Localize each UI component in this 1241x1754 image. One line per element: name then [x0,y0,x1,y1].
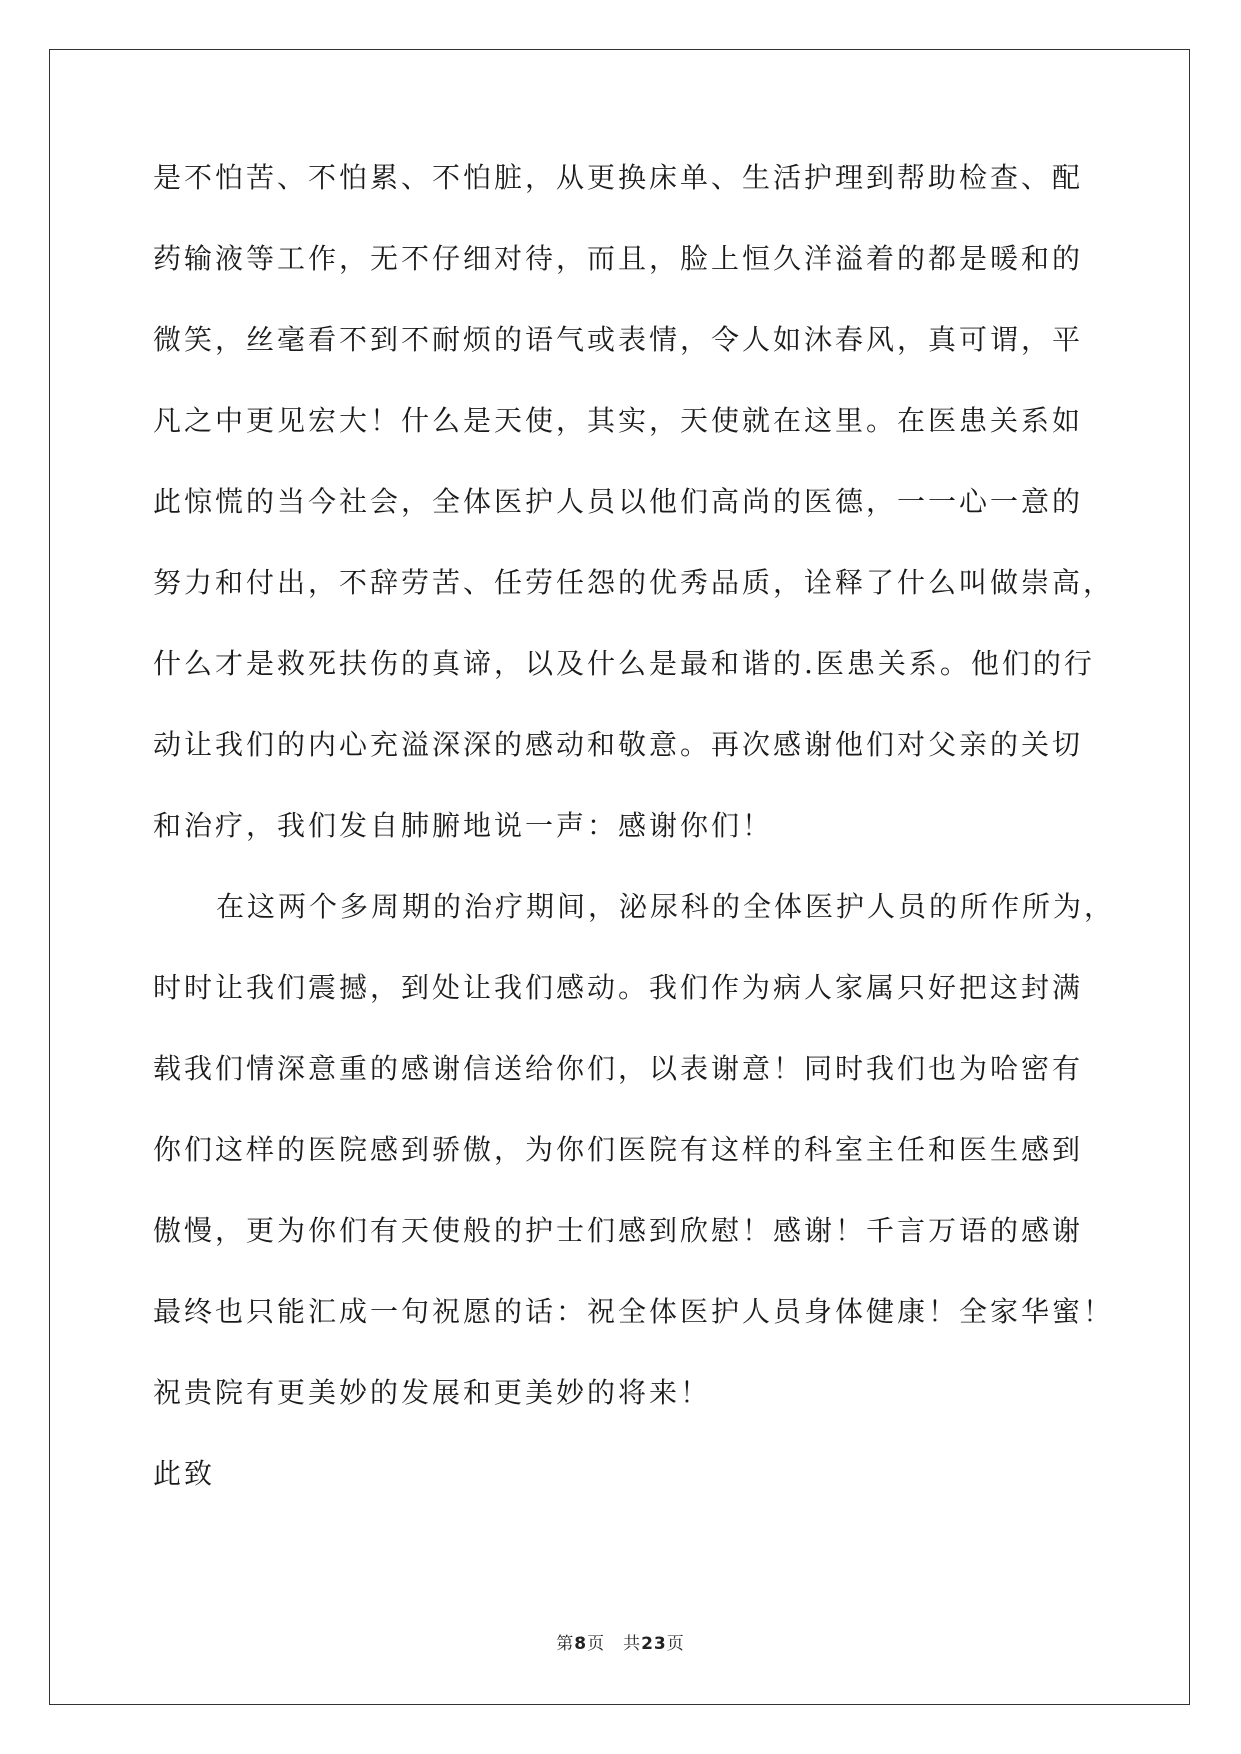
text-line: 载我们情深意重的感谢信送给你们，以表谢意！同时我们也为哈密有 [153,1052,1084,1085]
text-line: 努力和付出，不辞劳苦、任劳任怨的优秀品质，诠释了什么叫做崇高， [153,566,1115,599]
current-page-number: 8 [574,1634,588,1654]
page-number-footer [0,1629,1241,1654]
page-suffix: 页 [587,1634,606,1654]
text-line: 凡之中更见宏大！什么是天使，其实，天使就在这里。在医患关系如 [153,404,1084,437]
text-line: 药输液等工作，无不仔细对待，而且，脸上恒久洋溢着的都是暖和的 [153,242,1084,275]
text-line: 你们这样的医院感到骄傲，为你们医院有这样的科室主任和医生感到 [153,1133,1084,1166]
paragraph-first-line: 在这两个多周期的治疗期间，泌尿科的全体医护人员的所作所为， [216,890,1116,923]
text-line: 傲慢，更为你们有天使般的护士们感到欣慰！感谢！千言万语的感谢 [153,1214,1084,1247]
page-prefix: 第 [556,1634,575,1654]
total-pages-number: 23 [641,1634,667,1654]
text-line: 此惊慌的当今社会，全体医护人员以他们高尚的医德，一一心一意的 [153,485,1084,518]
text-line: 是不怕苦、不怕累、不怕脏，从更换床单、生活护理到帮助检查、配 [153,161,1084,194]
text-line: 和治疗，我们发自肺腑地说一声：感谢你们！ [153,809,774,842]
text-line: 微笑，丝毫看不到不耐烦的语气或表情，令人如沐春风，真可谓，平 [153,323,1084,356]
letter-body [153,161,1116,1540]
text-line: 时时让我们震撼，到处让我们感动。我们作为病人家属只好把这封满 [153,971,1084,1004]
text-line: 动让我们的内心充溢深深的感动和敬意。再次感谢他们对父亲的关切 [153,728,1084,761]
closing-salutation: 此致 [153,1457,216,1490]
total-suffix: 页 [666,1634,685,1654]
total-prefix: 共 [623,1634,642,1654]
text-line: 最终也只能汇成一句祝愿的话：祝全体医护人员身体健康！全家华蜜！ [153,1295,1115,1328]
text-line: 什么才是救死扶伤的真谛，以及什么是最和谐的.医患关系。他们的行 [153,647,1095,680]
text-line: 祝贵院有更美妙的发展和更美妙的将来！ [153,1376,712,1409]
